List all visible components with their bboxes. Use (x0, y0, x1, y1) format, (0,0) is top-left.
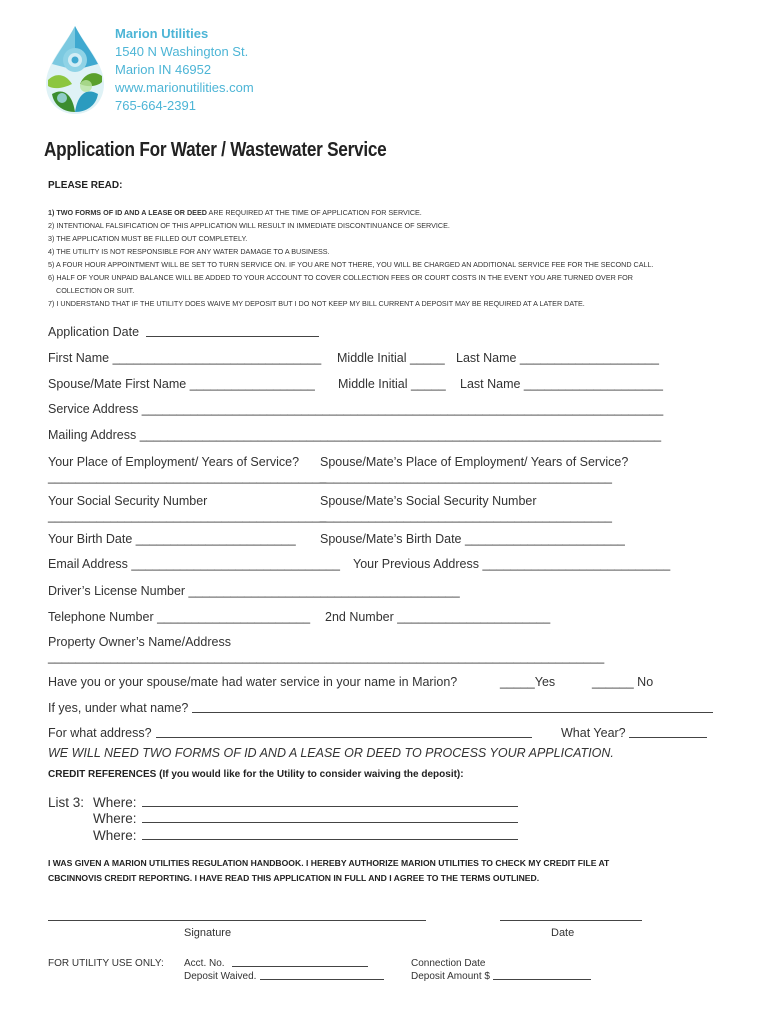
list-3-label: List 3: (48, 795, 85, 810)
water-drop-logo-icon (42, 24, 108, 116)
where-label-2: Where: (93, 811, 137, 826)
org-website[interactable]: www.marionutilities.com (115, 80, 254, 95)
org-address-line1: 1540 N Washington St. (115, 44, 249, 59)
spouse-birth-date-field[interactable]: Spouse/Mate’s Birth Date _______________________ (320, 532, 625, 546)
org-name: Marion Utilities (115, 26, 209, 41)
where-label-1: Where: (93, 795, 137, 810)
deposit-amount-label: Deposit Amount $ (411, 971, 490, 982)
spouse-first-name-field[interactable]: Spouse/Mate First Name __________________ (48, 377, 315, 391)
rule-1: 1) TWO FORMS OF ID AND A LEASE OR DEED ARE REQUIRED AT THE TIME OF APPLICATION FOR SERVICE. (48, 208, 422, 217)
middle-initial-field[interactable]: Middle Initial _____ (337, 351, 445, 365)
authorization-line-2: CBCINNOVIS CREDIT REPORTING. I HAVE READ THIS APPLICATION IN FULL AND I AGREE TO THE TERMS OUTLINED. (48, 873, 540, 883)
last-name-field[interactable]: Last Name ____________________ (456, 351, 659, 365)
deposit-amount-field[interactable] (493, 979, 591, 980)
rule-6-continued: COLLECTION OR SUIT. (56, 286, 135, 295)
rule-4: 4) THE UTILITY IS NOT RESPONSIBLE FOR ANY WATER DAMAGE TO A BUSINESS. (48, 247, 330, 256)
what-year-field[interactable] (629, 737, 707, 738)
spouse-employment-field[interactable]: __________________________________________ (320, 470, 612, 484)
credit-references-heading: CREDIT REFERENCES (If you would like for the Utility to consider waiving the deposit): (48, 769, 464, 780)
spouse-ssn-field[interactable]: __________________________________________ (320, 509, 612, 523)
signature-label: Signature (184, 927, 232, 939)
telephone-field[interactable]: Telephone Number ______________________ (48, 610, 311, 624)
where-label-3: Where: (93, 828, 137, 843)
org-phone: 765-664-2391 (115, 98, 196, 113)
utility-use-label: FOR UTILITY USE ONLY: (48, 958, 164, 969)
deposit-waived-label: Deposit Waived. (184, 971, 257, 982)
rule-3: 3) THE APPLICATION MUST BE FILLED OUT COMPLETELY. (48, 234, 248, 243)
rule-7: 7) I UNDERSTAND THAT IF THE UTILITY DOES WAIVE MY DEPOSIT BUT I DO NOT KEEP MY BILL CURRENT A DEPOSIT MAY BE REQUIRED AT A LATER DATE. (48, 299, 585, 308)
credit-reference-2-field[interactable] (142, 822, 518, 823)
credit-reference-3-field[interactable] (142, 839, 518, 840)
birth-date-field[interactable]: Your Birth Date _______________________ (48, 532, 296, 546)
id-notice: WE WILL NEED TWO FORMS OF ID AND A LEASE OR DEED TO PROCESS YOUR APPLICATION. (48, 746, 614, 760)
connection-date-label: Connection Date (411, 958, 486, 969)
signature-field[interactable] (48, 920, 426, 921)
deposit-waived-field[interactable] (260, 979, 384, 980)
spouse-last-name-field[interactable]: Last Name ____________________ (460, 377, 663, 391)
property-owner-label: Property Owner’s Name/Address (48, 635, 231, 649)
rule-6: 6) HALF OF YOUR UNPAID BALANCE WILL BE ADDED TO YOUR ACCOUNT TO COVER COLLECTION FEES OR COURT COSTS IN THE EVENT YOU ARE TURNED OVER FOR (48, 273, 633, 282)
under-name-field[interactable] (192, 712, 713, 713)
credit-reference-1-field[interactable] (142, 806, 518, 807)
yes-option[interactable]: _____Yes (500, 675, 556, 689)
rule-2: 2) INTENTIONAL FALSIFICATION OF THIS APPLICATION WILL RESULT IN IMMEDIATE DISCONTINUANCE OF SERVICE. (48, 221, 450, 230)
for-address-label: For what address? (48, 726, 152, 740)
org-address-line2: Marion IN 46952 (115, 62, 212, 77)
second-number-field[interactable]: 2nd Number ______________________ (325, 610, 551, 624)
what-year-label: What Year? (561, 726, 626, 740)
mailing-address-field[interactable]: Mailing Address ___________________________________________________________________________ (48, 428, 662, 442)
date-field[interactable] (500, 920, 642, 921)
rule-5: 5) A FOUR HOUR APPOINTMENT WILL BE SET TO TURN SERVICE ON. IF YOU ARE NOT THERE, YOU WILL BE CHARGED AN ADDITIONAL SERVICE FEE FOR THE SECOND CALL. (48, 260, 654, 269)
no-option[interactable]: ______ No (592, 675, 654, 689)
spouse-middle-initial-field[interactable]: Middle Initial _____ (338, 377, 446, 391)
spouse-ssn-label: Spouse/Mate’s Social Security Number (320, 494, 537, 508)
ssn-field[interactable]: ________________________________________ (48, 509, 327, 523)
first-name-field[interactable]: First Name ______________________________ (48, 351, 322, 365)
please-read-heading: PLEASE READ: (48, 180, 123, 191)
service-address-field[interactable]: Service Address ___________________________________________________________________________ (48, 402, 664, 416)
employment-field[interactable]: ________________________________________ (48, 470, 327, 484)
authorization-line-1: I WAS GIVEN A MARION UTILITIES REGULATION HANDBOOK. I HEREBY AUTHORIZE MARION UTILITIES TO CHECK MY CREDIT FILE AT (48, 858, 610, 868)
page-title: Application For Water / Wastewater Service (44, 139, 387, 161)
application-date-label: Application Date (48, 325, 140, 339)
employment-label: Your Place of Employment/ Years of Service? (48, 455, 300, 469)
application-date-field[interactable] (146, 336, 319, 337)
ssn-label: Your Social Security Number (48, 494, 208, 508)
under-name-label: If yes, under what name? (48, 701, 189, 715)
spouse-employment-label: Spouse/Mate’s Place of Employment/ Years of Service? (320, 455, 629, 469)
previous-address-field[interactable]: Your Previous Address ___________________________ (353, 557, 671, 571)
drivers-license-field[interactable]: Driver’s License Number _______________________________________ (48, 584, 460, 598)
had-service-question: Have you or your spouse/mate had water service in your name in Marion? (48, 675, 458, 689)
email-field[interactable]: Email Address ______________________________ (48, 557, 340, 571)
acct-no-field[interactable] (232, 966, 368, 967)
date-label: Date (551, 927, 575, 939)
property-owner-field[interactable]: ________________________________________________________________________________ (48, 650, 605, 664)
acct-no-label: Acct. No. (184, 958, 225, 969)
for-address-field[interactable] (156, 737, 532, 738)
